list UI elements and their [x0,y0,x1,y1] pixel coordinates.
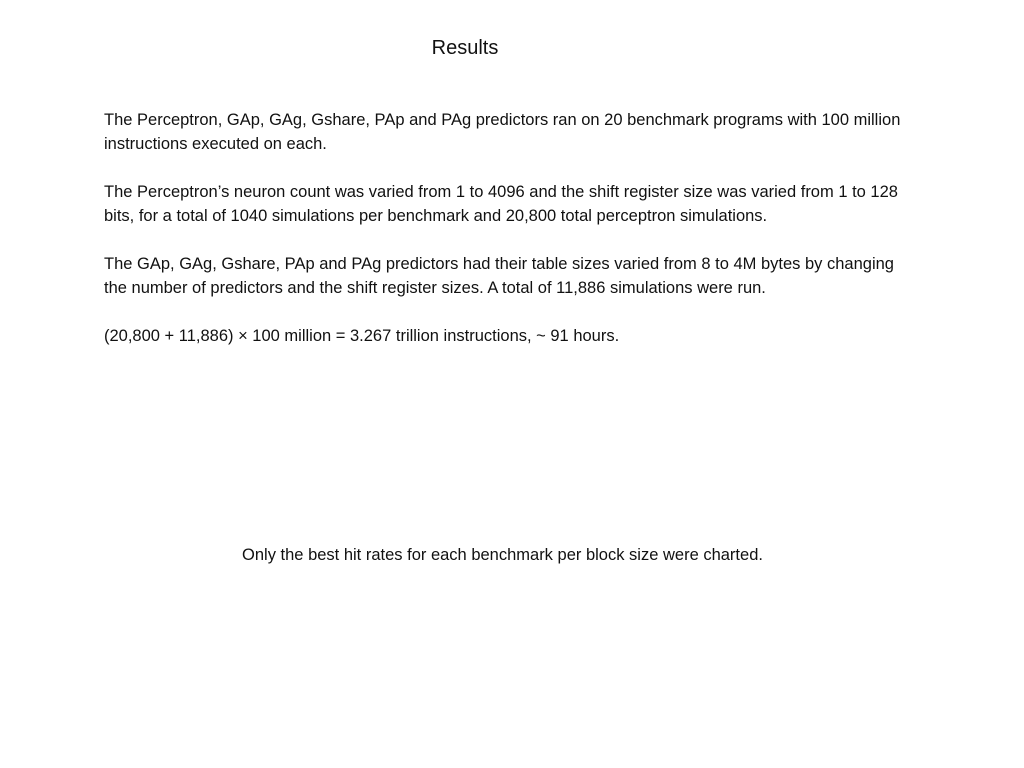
slide-footnote: Only the best hit rates for each benchmark per block size were charted. [242,546,763,564]
slide-title: Results [431,37,499,59]
paragraph-predictors: The Perceptron, GAp, GAg, Gshare, PAp and PAg predictors ran on 20 benchmark programs with 100 million instructions executed on each. [104,111,901,153]
slide-body [104,108,904,372]
paragraph-perceptron: The Perceptron’s neuron count was varied from 1 to 4096 and the shift register size was varied from 1 to 128 bits, for a total of 1040 simulations per benchmark and 20,800 total perceptron simulations. [104,183,898,225]
paragraph-table-sizes: The GAp, GAg, Gshare, PAp and PAg predictors had their table sizes varied from 8 to 4M bytes by changing the number of predictors and the shift register sizes. A total of 11,886 simulations were run. [104,255,894,297]
paragraph-total-instructions: (20,800 + 11,886) × 100 million = 3.267 trillion instructions, ~ 91 hours. [104,327,620,345]
